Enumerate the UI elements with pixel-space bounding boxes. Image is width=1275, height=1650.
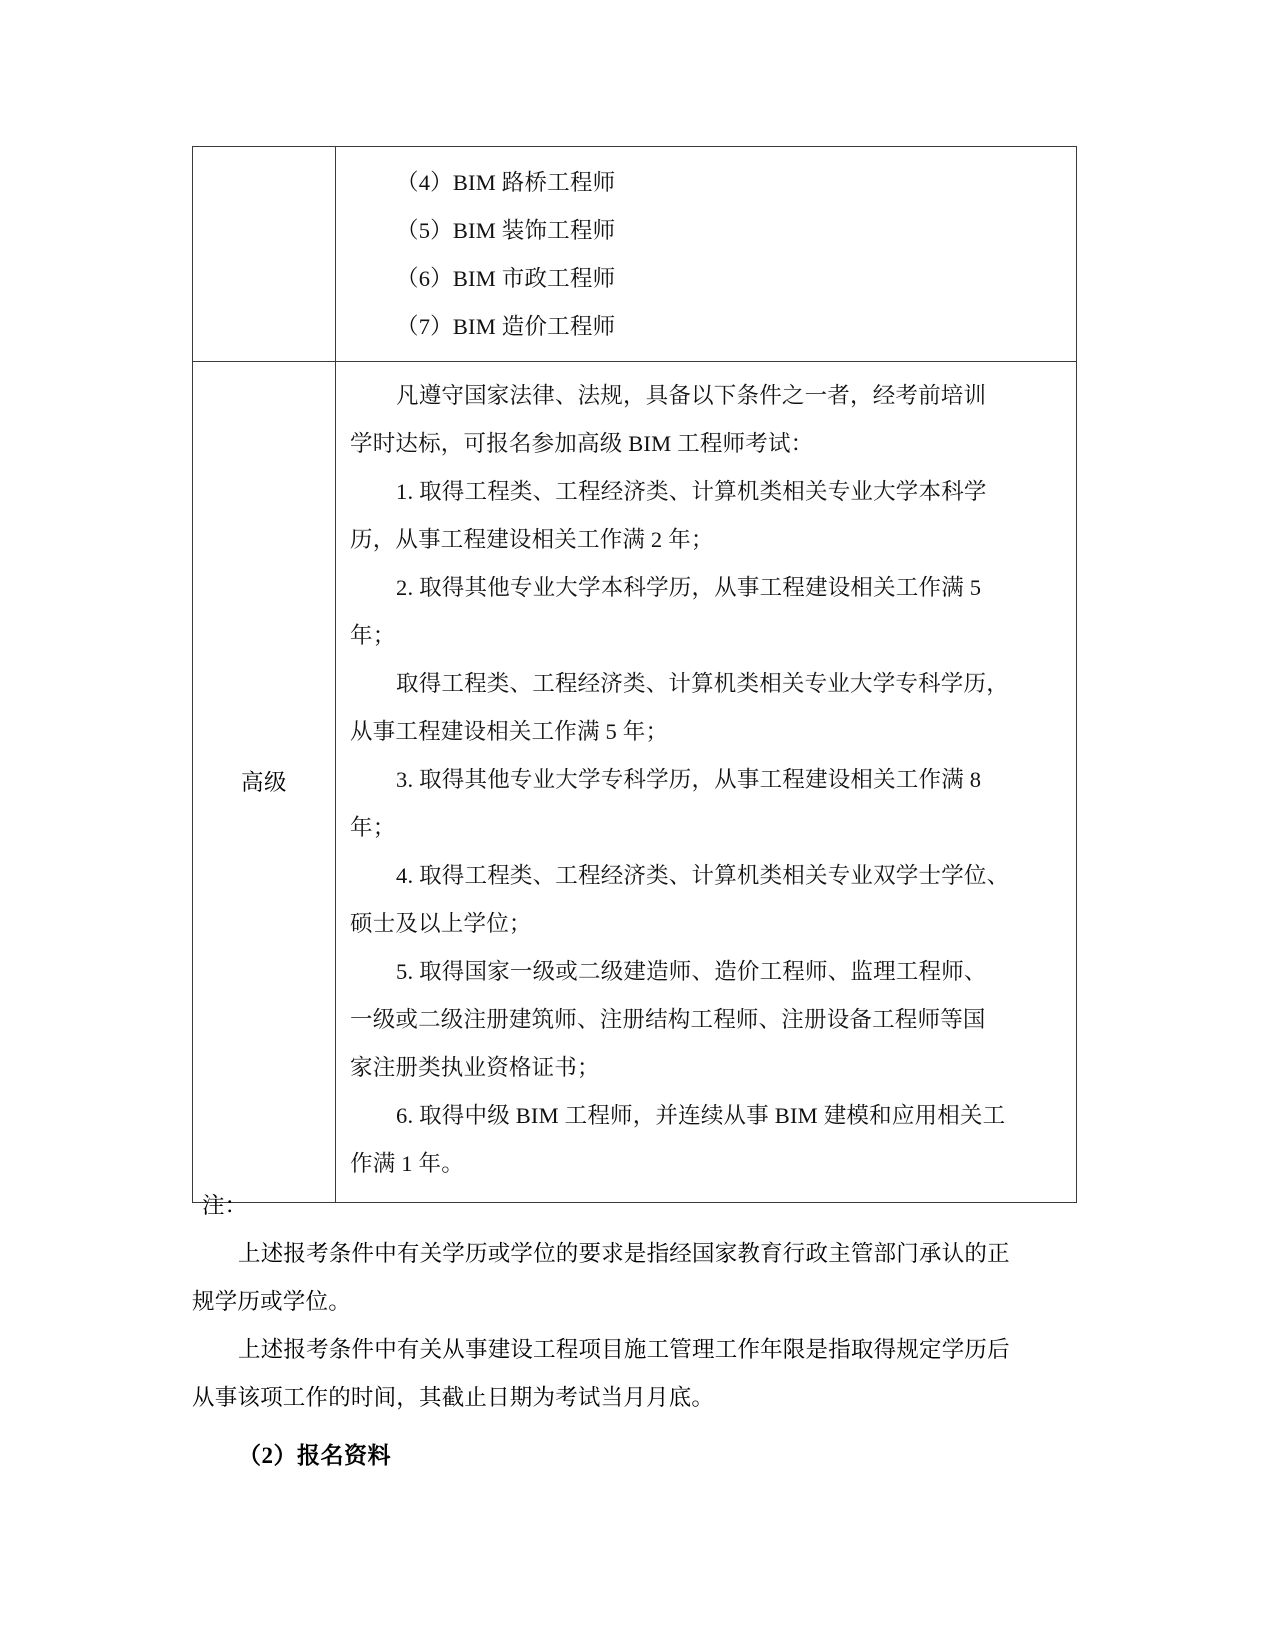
section-heading: （2）报名资料 — [238, 1443, 391, 1468]
cell-content-block — [336, 362, 1076, 1202]
note-line: 上述报考条件中有关从事建设工程项目施工管理工作年限是指取得规定学历后 — [238, 1337, 1010, 1362]
content-line: 硕士及以上学位； — [350, 911, 532, 936]
content-line: 1. 取得工程类、工程经济类、计算机类相关专业大学本科学 — [396, 479, 987, 504]
note-line: 上述报考条件中有关学历或学位的要求是指经国家教育行政主管部门承认的正 — [238, 1241, 1010, 1266]
table-row — [193, 362, 1077, 1203]
content-line: 历，从事工程建设相关工作满 2 年； — [350, 527, 714, 552]
content-line: （4）BIM 路桥工程师 — [396, 170, 616, 195]
notes-label: 注： — [202, 1193, 248, 1218]
content-line: 作满 1 年。 — [350, 1151, 464, 1176]
content-line: 学时达标，可报名参加高级 BIM 工程师考试： — [350, 431, 814, 456]
notes-section — [192, 1182, 1082, 1422]
content-line: （5）BIM 装饰工程师 — [396, 218, 616, 243]
content-line: 6. 取得中级 BIM 工程师，并连续从事 BIM 建模和应用相关工 — [396, 1103, 1006, 1128]
table-cell-content — [336, 362, 1077, 1203]
content-line: 一级或二级注册建筑师、注册结构工程师、注册设备工程师等国 — [350, 1007, 986, 1032]
table-cell-content — [336, 147, 1077, 362]
requirements-table — [192, 146, 1077, 1203]
content-line: 凡遵守国家法律、法规，具备以下条件之一者，经考前培训 — [396, 383, 987, 408]
content-line: 家注册类执业资格证书； — [350, 1055, 600, 1080]
cell-content-block — [336, 147, 1076, 361]
content-line: 年； — [350, 815, 396, 840]
content-line: 取得工程类、工程经济类、计算机类相关专业大学专科学历， — [396, 671, 1009, 696]
table-cell-level — [193, 147, 336, 362]
content-line: 5. 取得国家一级或二级建造师、造价工程师、监理工程师、 — [396, 959, 987, 984]
content-line: 年； — [350, 623, 396, 648]
content-line: 从事工程建设相关工作满 5 年； — [350, 719, 669, 744]
content-line: 3. 取得其他专业大学专科学历，从事工程建设相关工作满 8 — [396, 767, 982, 792]
content-line: 2. 取得其他专业大学本科学历，从事工程建设相关工作满 5 — [396, 575, 982, 600]
content-line: （7）BIM 造价工程师 — [396, 314, 616, 339]
content-line: 4. 取得工程类、工程经济类、计算机类相关专业双学士学位、 — [396, 863, 1010, 888]
note-line: 规学历或学位。 — [192, 1289, 351, 1314]
table-cell-level — [193, 362, 336, 1203]
note-line: 从事该项工作的时间，其截止日期为考试当月月底。 — [192, 1385, 715, 1410]
level-label: 高级 — [240, 769, 287, 795]
table-row — [193, 147, 1077, 362]
content-line: （6）BIM 市政工程师 — [396, 266, 616, 291]
